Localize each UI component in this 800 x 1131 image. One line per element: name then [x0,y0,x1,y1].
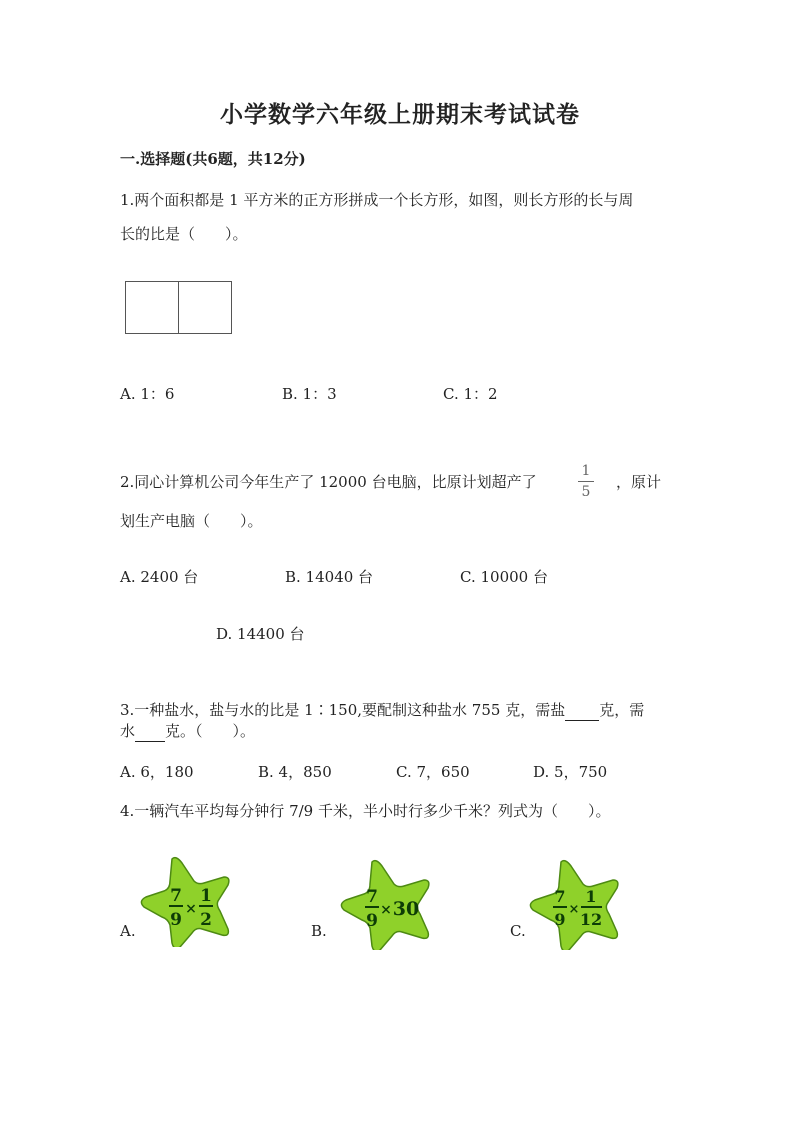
q3-line2-start: 水 [120,722,136,740]
star-c-numerator-2: 1 [585,887,597,906]
q3-option-a[interactable]: A. 6，180 [120,763,194,781]
star-a-denominator: 9 [170,910,182,930]
star-a-operator: × [185,901,197,917]
q4-line1: 4.一辆汽车平均每分钟行 7/9 千米，半小时行多少千米？列式为（ ）。 [120,802,611,820]
q3-line1-text: 3.一种盐水，盐与水的比是 1∶150,要配制这种盐水 755 克，需盐 [120,701,566,719]
q4-star-b[interactable] [338,858,434,950]
section-heading: 一.选择题(共6题，共12分) [120,150,306,168]
star-c-denominator: 9 [554,910,566,929]
q3-line2 [120,721,255,742]
q2-option-d[interactable]: D. 14400 台 [216,625,305,643]
star-b-whole-number: 30 [392,898,420,920]
fraction-bar [578,481,594,482]
star-a-numerator-2: 1 [200,886,212,906]
fraction-denominator: 5 [581,484,591,500]
q3-option-d[interactable]: D. 5，750 [533,763,608,781]
star-c-numerator: 7 [554,887,566,906]
q3-line2-end: 克。（ ）。 [165,722,256,740]
q2-option-a[interactable]: A. 2400 台 [120,568,199,586]
q4-option-b-label[interactable]: B. [311,922,327,940]
q1-option-a[interactable]: A. 1：6 [120,385,175,403]
q1-line1: 1.两个面积都是 1 平方米的正方形拼成一个长方形，如图，则长方形的长与周 [120,191,634,209]
q3-option-c[interactable]: C. 7，650 [396,763,470,781]
fraction-numerator: 1 [581,463,591,479]
star-c-operator: × [568,902,580,917]
q1-rectangle-figure [125,281,233,335]
q3-water-blank[interactable] [135,721,165,742]
q3-salt-blank[interactable] [565,700,599,721]
q2-option-c[interactable]: C. 10000 台 [460,568,548,586]
q4-star-c[interactable] [527,858,623,950]
q3-line1 [120,700,644,721]
star-a-numerator: 7 [170,886,182,906]
q3-line1-end: 克，需 [599,701,645,719]
q1-option-c[interactable]: C. 1：2 [443,385,498,403]
q2-line1: 2.同心计算机公司今年生产了 12000 台电脑，比原计划超产了 [120,473,537,491]
q4-option-a-label[interactable]: A. [120,922,136,940]
q2-line2: 划生产电脑（ ）。 [120,512,263,530]
q2-line1-end: ，原计 [616,473,662,491]
q4-option-c-label[interactable]: C. [510,922,526,940]
star-a-denominator-2: 2 [200,910,212,930]
q2-fraction [576,462,596,501]
q3-option-b[interactable]: B. 4，850 [258,763,332,781]
q4-star-a[interactable] [138,855,234,947]
star-b-operator: × [380,902,392,918]
q2-option-b[interactable]: B. 14040 台 [285,568,374,586]
q1-option-b[interactable]: B. 1：3 [282,385,337,403]
star-c-denominator-2: 12 [579,910,603,929]
page-title: 小学数学六年级上册期末考试试卷 [220,101,580,128]
star-b-numerator: 7 [366,887,378,907]
q1-line2: 长的比是（ ）。 [120,225,248,243]
star-b-denominator: 9 [366,911,378,931]
